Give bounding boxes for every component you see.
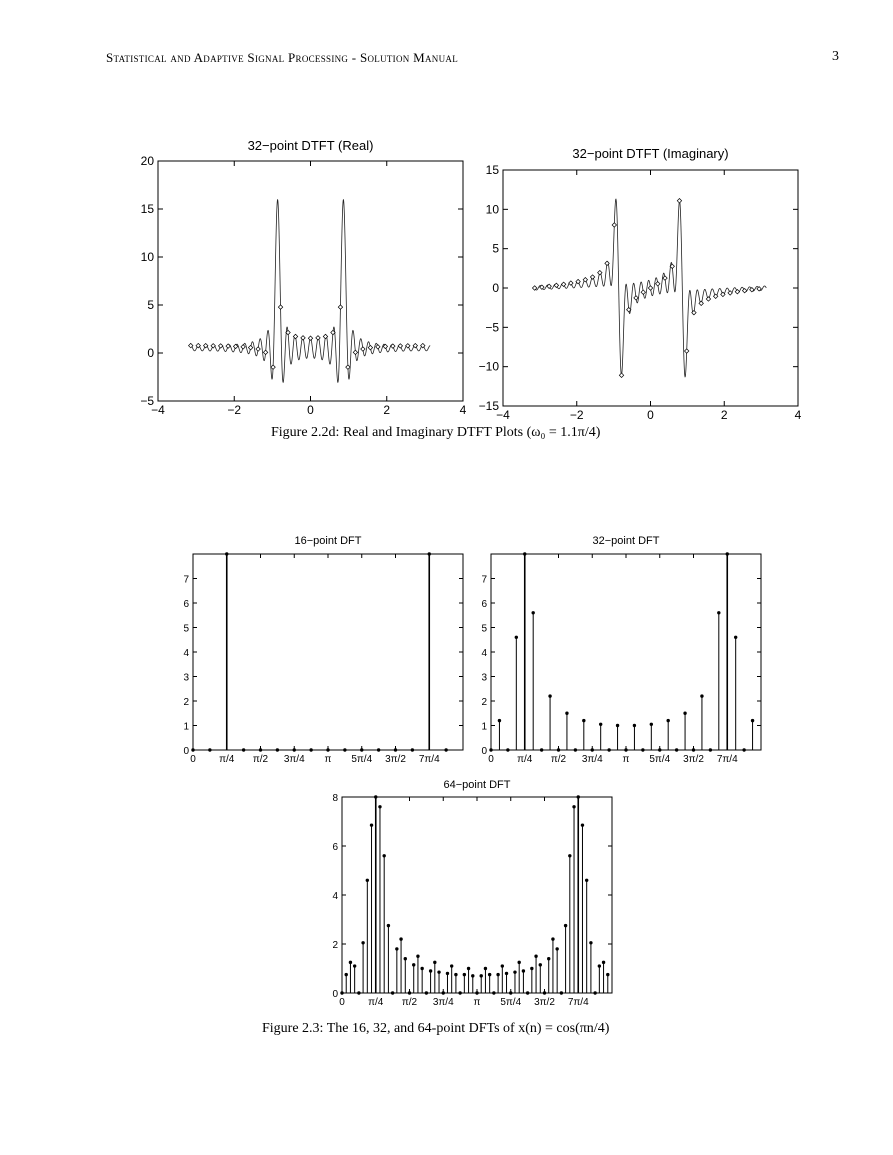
dft-marker	[366, 879, 369, 882]
y-tick-label: 8	[332, 793, 338, 804]
x-tick-label: 5π/4	[351, 754, 373, 765]
dft-marker	[547, 957, 550, 960]
chart-title: 32−point DTFT (Real)	[247, 138, 374, 153]
y-tick-label: −15	[478, 399, 499, 413]
dft-marker	[641, 748, 644, 751]
x-tick-label: 4	[794, 408, 802, 420]
dft-sample-marker	[368, 345, 372, 349]
dft-marker	[191, 748, 194, 751]
y-tick-label: 6	[183, 599, 189, 610]
dft-marker	[751, 719, 754, 722]
y-tick-label: 10	[140, 250, 154, 264]
dft-sample-marker	[263, 350, 267, 354]
dft-marker	[488, 973, 491, 976]
dft-sample-marker	[634, 296, 638, 300]
dft-marker	[208, 748, 211, 751]
x-tick-label: −2	[227, 403, 242, 417]
dft-marker	[420, 967, 423, 970]
dft-marker	[582, 719, 585, 722]
dft-marker	[444, 748, 447, 751]
dft-marker	[475, 991, 478, 994]
x-tick-label: π	[324, 754, 332, 765]
dft-sample-marker	[656, 282, 660, 286]
dft-marker	[442, 991, 445, 994]
y-tick-label: 4	[183, 648, 189, 659]
x-tick-label: 3π/2	[385, 754, 406, 765]
dft-marker	[404, 957, 407, 960]
dft-sample-marker	[233, 344, 237, 348]
dft-marker	[509, 991, 512, 994]
y-tick-label: 1	[183, 721, 189, 733]
chart-dtft-real	[130, 135, 475, 420]
y-tick-label: 2	[183, 697, 189, 708]
x-tick-label: 4	[459, 403, 467, 417]
dft-sample-marker	[278, 305, 282, 309]
dft-marker	[591, 748, 594, 751]
dft-marker	[534, 955, 537, 958]
figure-2-2d-caption: Figure 2.2d: Real and Imaginary DTFT Plots (ω₀ = 1.1π/4)	[271, 425, 601, 440]
dft-sample-marker	[685, 349, 689, 353]
dft-sample-marker	[590, 275, 594, 279]
dft-marker	[530, 967, 533, 970]
dft-marker	[276, 748, 279, 751]
dft-marker	[345, 973, 348, 976]
dft-marker	[382, 854, 385, 857]
dft-sample-marker	[612, 223, 616, 227]
dft-marker	[709, 748, 712, 751]
dft-marker	[395, 947, 398, 950]
dft-marker	[437, 970, 440, 973]
x-tick-label: 3π/4	[432, 997, 454, 1008]
dft-marker	[429, 969, 432, 972]
y-tick-label: 1	[481, 721, 487, 733]
dft-marker	[543, 991, 546, 994]
dft-marker	[353, 964, 356, 967]
dft-marker	[522, 969, 525, 972]
dft-marker	[565, 712, 568, 715]
dft-marker	[593, 991, 596, 994]
x-tick-label: 2	[720, 408, 728, 420]
dft-marker	[501, 964, 504, 967]
dft-sample-marker	[211, 344, 215, 348]
chart-title: 64−point DFT	[443, 779, 511, 791]
dft-marker	[572, 805, 575, 808]
dft-marker	[361, 941, 364, 944]
x-tick-label: 0	[307, 403, 314, 417]
x-tick-label: π/4	[219, 754, 235, 765]
dft-marker	[416, 955, 419, 958]
dft-sample-marker	[728, 291, 732, 295]
dft-marker	[484, 967, 487, 970]
dft-marker	[700, 694, 703, 697]
dft-marker	[526, 991, 529, 994]
dft-sample-marker	[398, 344, 402, 348]
x-tick-label: −4	[496, 408, 510, 420]
y-tick-label: 5	[183, 623, 189, 635]
dft-marker	[489, 748, 492, 751]
dft-marker	[599, 723, 602, 726]
plot-frame	[158, 161, 463, 401]
x-tick-label: 0	[190, 754, 196, 765]
chart-dft-32	[465, 530, 770, 770]
dft-marker	[496, 973, 499, 976]
dft-marker	[513, 970, 516, 973]
dft-marker	[675, 748, 678, 751]
x-tick-label: 2	[383, 403, 391, 417]
x-tick-label: 3π/4	[283, 754, 305, 765]
dft-marker	[349, 961, 352, 964]
dft-marker	[666, 719, 669, 722]
dft-marker	[425, 991, 428, 994]
dft-marker	[650, 723, 653, 726]
dft-marker	[458, 991, 461, 994]
plot-frame	[193, 554, 463, 750]
y-tick-label: 10	[485, 202, 499, 217]
dft-marker	[446, 972, 449, 975]
dft-marker	[498, 719, 501, 722]
dft-sample-marker	[742, 288, 746, 292]
dft-marker	[428, 552, 431, 555]
dft-marker	[374, 795, 377, 798]
x-tick-label: π/2	[550, 754, 567, 765]
dft-marker	[387, 924, 390, 927]
x-tick-label: π/2	[252, 754, 269, 765]
dft-marker	[506, 748, 509, 751]
dft-sample-marker	[663, 276, 667, 280]
y-tick-label: 7	[183, 574, 189, 586]
dft-marker	[433, 961, 436, 964]
y-tick-label: 0	[481, 746, 487, 757]
dft-marker	[540, 748, 543, 751]
dft-marker	[399, 937, 402, 940]
dft-marker	[726, 552, 729, 555]
x-tick-label: 0	[339, 997, 345, 1008]
dft-marker	[734, 636, 737, 639]
dft-marker	[607, 748, 610, 751]
y-tick-label: 0	[183, 746, 189, 757]
chart-title: 32−point DFT	[592, 535, 660, 547]
dft-marker	[551, 937, 554, 940]
x-tick-label: 7π/4	[716, 754, 738, 765]
dft-sample-marker	[256, 347, 260, 351]
dtft-curve	[191, 200, 430, 383]
dft-marker	[683, 712, 686, 715]
x-tick-label: 3π/2	[683, 754, 704, 765]
dft-sample-marker	[619, 373, 623, 377]
dft-sample-marker	[706, 297, 710, 301]
y-tick-label: 7	[481, 574, 487, 586]
dft-marker	[463, 973, 466, 976]
x-tick-label: 0	[488, 754, 494, 765]
dft-marker	[225, 552, 228, 555]
running-header-title: Statistical and Adaptive Signal Processing - Solution Manual	[106, 50, 458, 65]
dft-marker	[467, 967, 470, 970]
dft-marker	[564, 924, 567, 927]
chart-dft-16	[170, 530, 470, 770]
x-tick-label: 7π/4	[418, 754, 440, 765]
dft-sample-marker	[346, 365, 350, 369]
y-tick-label: −10	[478, 359, 499, 374]
dft-sample-marker	[353, 350, 357, 354]
dft-sample-marker	[301, 336, 305, 340]
dft-marker	[548, 694, 551, 697]
dft-sample-marker	[641, 290, 645, 294]
dft-marker	[391, 991, 394, 994]
dft-marker	[742, 748, 745, 751]
dft-marker	[408, 991, 411, 994]
page-number: 3	[832, 49, 839, 64]
dft-marker	[568, 854, 571, 857]
y-tick-label: 15	[485, 163, 499, 177]
y-tick-label: 3	[183, 672, 189, 684]
chart-title: 32−point DTFT (Imaginary)	[572, 146, 729, 161]
dft-marker	[581, 823, 584, 826]
x-tick-label: π/4	[368, 997, 384, 1008]
dft-marker	[557, 748, 560, 751]
dft-sample-marker	[218, 344, 222, 348]
y-tick-label: 6	[332, 842, 338, 853]
dft-marker	[450, 964, 453, 967]
dft-marker	[492, 991, 495, 994]
x-tick-label: 5π/4	[649, 754, 671, 765]
dft-marker	[326, 748, 329, 751]
y-tick-label: 2	[332, 940, 338, 951]
dft-sample-marker	[248, 345, 252, 349]
dft-marker	[585, 879, 588, 882]
dft-sample-marker	[376, 345, 380, 349]
y-tick-label: −5	[485, 320, 499, 335]
x-tick-label: −4	[151, 403, 165, 417]
y-tick-label: 5	[492, 241, 499, 256]
dft-marker	[480, 974, 483, 977]
x-tick-label: π/4	[517, 754, 533, 765]
y-tick-label: 0	[332, 989, 338, 1000]
dft-sample-marker	[677, 199, 681, 203]
y-tick-label: 0	[147, 346, 154, 360]
dft-marker	[357, 991, 360, 994]
dft-marker	[717, 611, 720, 614]
dft-marker	[560, 991, 563, 994]
x-tick-label: 7π/4	[567, 997, 589, 1008]
dft-marker	[411, 748, 414, 751]
dft-marker	[515, 636, 518, 639]
x-tick-label: 5π/4	[500, 997, 522, 1008]
dft-marker	[606, 973, 609, 976]
x-tick-label: 0	[647, 408, 654, 420]
dft-marker	[293, 748, 296, 751]
y-tick-label: 3	[481, 672, 487, 684]
dft-marker	[370, 823, 373, 826]
dft-marker	[343, 748, 346, 751]
dft-marker	[692, 748, 695, 751]
dft-sample-marker	[648, 286, 652, 290]
dft-marker	[471, 974, 474, 977]
dft-marker	[577, 795, 580, 798]
dft-sample-marker	[569, 281, 573, 285]
x-tick-label: 3π/2	[534, 997, 555, 1008]
dft-sample-marker	[316, 336, 320, 340]
dft-sample-marker	[361, 347, 365, 351]
y-tick-label: 5	[147, 298, 154, 312]
dft-marker	[598, 964, 601, 967]
dft-marker	[412, 963, 415, 966]
dft-marker	[517, 961, 520, 964]
dft-marker	[340, 991, 343, 994]
dft-marker	[377, 748, 380, 751]
dft-marker	[658, 748, 661, 751]
dft-marker	[574, 748, 577, 751]
dft-marker	[242, 748, 245, 751]
dft-marker	[360, 748, 363, 751]
dft-sample-marker	[561, 282, 565, 286]
y-tick-label: 4	[481, 648, 487, 659]
dft-marker	[555, 947, 558, 950]
y-tick-label: 15	[140, 202, 154, 216]
x-tick-label: π	[622, 754, 630, 765]
dft-sample-marker	[271, 365, 275, 369]
x-tick-label: π/2	[401, 997, 418, 1008]
dft-marker	[505, 972, 508, 975]
x-tick-label: −2	[569, 408, 584, 420]
figure-2-3-caption: Figure 2.3: The 16, 32, and 64-point DFTs of x(n) = cos(πn/4)	[262, 1021, 610, 1036]
y-tick-label: 0	[492, 281, 499, 295]
dft-sample-marker	[406, 344, 410, 348]
dft-marker	[531, 611, 534, 614]
dft-marker	[394, 748, 397, 751]
dft-sample-marker	[338, 305, 342, 309]
plot-frame	[491, 554, 761, 750]
dft-marker	[378, 805, 381, 808]
dft-marker	[624, 748, 627, 751]
y-tick-label: 5	[481, 623, 487, 635]
dft-sample-marker	[241, 345, 245, 349]
dft-sample-marker	[383, 344, 387, 348]
dft-marker	[616, 724, 619, 727]
y-tick-label: 4	[332, 891, 338, 902]
dft-marker	[633, 724, 636, 727]
dft-sample-marker	[735, 290, 739, 294]
y-tick-label: 2	[481, 697, 487, 708]
dft-marker	[523, 552, 526, 555]
dft-marker	[602, 961, 605, 964]
dft-marker	[454, 973, 457, 976]
x-tick-label: π	[473, 997, 481, 1008]
y-tick-label: 6	[481, 599, 487, 610]
dft-marker	[309, 748, 312, 751]
dft-sample-marker	[308, 336, 312, 340]
dft-marker	[589, 941, 592, 944]
y-tick-label: 20	[140, 154, 154, 168]
chart-dtft-imaginary	[465, 140, 810, 420]
dft-marker	[539, 963, 542, 966]
chart-dft-64	[318, 773, 628, 1013]
x-tick-label: 3π/4	[581, 754, 603, 765]
dft-marker	[259, 748, 262, 751]
dft-sample-marker	[554, 283, 558, 287]
chart-title: 16−point DFT	[294, 535, 362, 547]
plot-frame	[342, 797, 612, 993]
y-tick-label: −5	[140, 394, 154, 408]
